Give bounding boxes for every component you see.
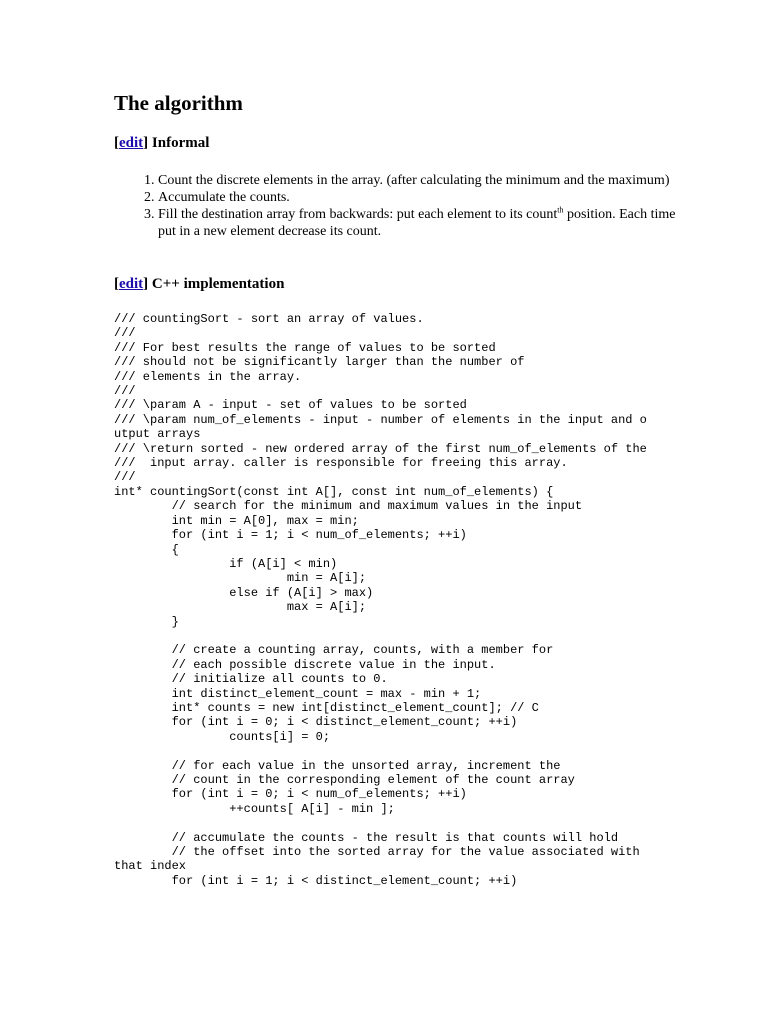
step-text-3-before: Fill the destination array from backwards: put each element to its count bbox=[158, 207, 558, 222]
edit-link-cpp-implementation[interactable]: edit bbox=[119, 276, 144, 292]
section-heading-cpp-implementation: [edit] C++ implementation bbox=[114, 276, 285, 292]
edit-link-informal[interactable]: edit bbox=[119, 135, 144, 151]
list-item bbox=[158, 206, 688, 240]
page-title: The algorithm bbox=[114, 91, 243, 115]
section-title-cpp-implementation: C++ implementation bbox=[151, 276, 285, 292]
step-text-3-superscript: th bbox=[557, 205, 564, 215]
section-heading-informal: [edit] Informal bbox=[114, 135, 210, 151]
step-text-3-after: position. Each time put in a new element decrease its count. bbox=[158, 207, 676, 239]
step-text-2: Accumulate the counts. bbox=[158, 190, 290, 205]
step-text-1: Count the discrete elements in the array. (after calculating the minimum and the maximum) bbox=[158, 173, 670, 188]
code-block: /// countingSort - sort an array of values. /// /// For best results the range of values to be sorted /// should not be significantly larger than the number of /// elements in the array. /// /// \param A - input - set of values to be sorted /// \param num_of_elements - input - number of elements in the input and output arrays /// \return sorted - new ordered array of the first num_of_elements of the /// input array. caller is responsible for freeing this array. /// int* countingSort(const int A[], const int num_of_elements) { // search for the minimum and maximum values in the input int min = A[0], max = min; for (int i = 1; i < num_of_elements; ++i) { if (A[i] < min) min = A[i]; else if (A[i] > max) max = A[i]; } // create a counting array, counts, with a member for // each possible discrete value in the input. // initialize all counts to 0. int distinct_element_count = max - min + 1; int* counts = new int[distinct_element_count]; // C for (int i = 0; i < distinct_element_count; ++i) counts[i] = 0; // for each value in the unsorted array, increment the // count in the corresponding element of the count array for (int i = 0; i < num_of_elements; ++i) ++counts[ A[i] - min ]; // accumulate the counts - the result is that counts will hold // the offset into the sorted array for the value associated with that index for (int i = 1; i < distinct_element_count; ++i) bbox=[114, 312, 647, 888]
list-item bbox=[158, 189, 688, 206]
section-title-informal: Informal bbox=[151, 135, 210, 151]
list-item bbox=[158, 172, 688, 189]
steps-list bbox=[114, 172, 688, 240]
